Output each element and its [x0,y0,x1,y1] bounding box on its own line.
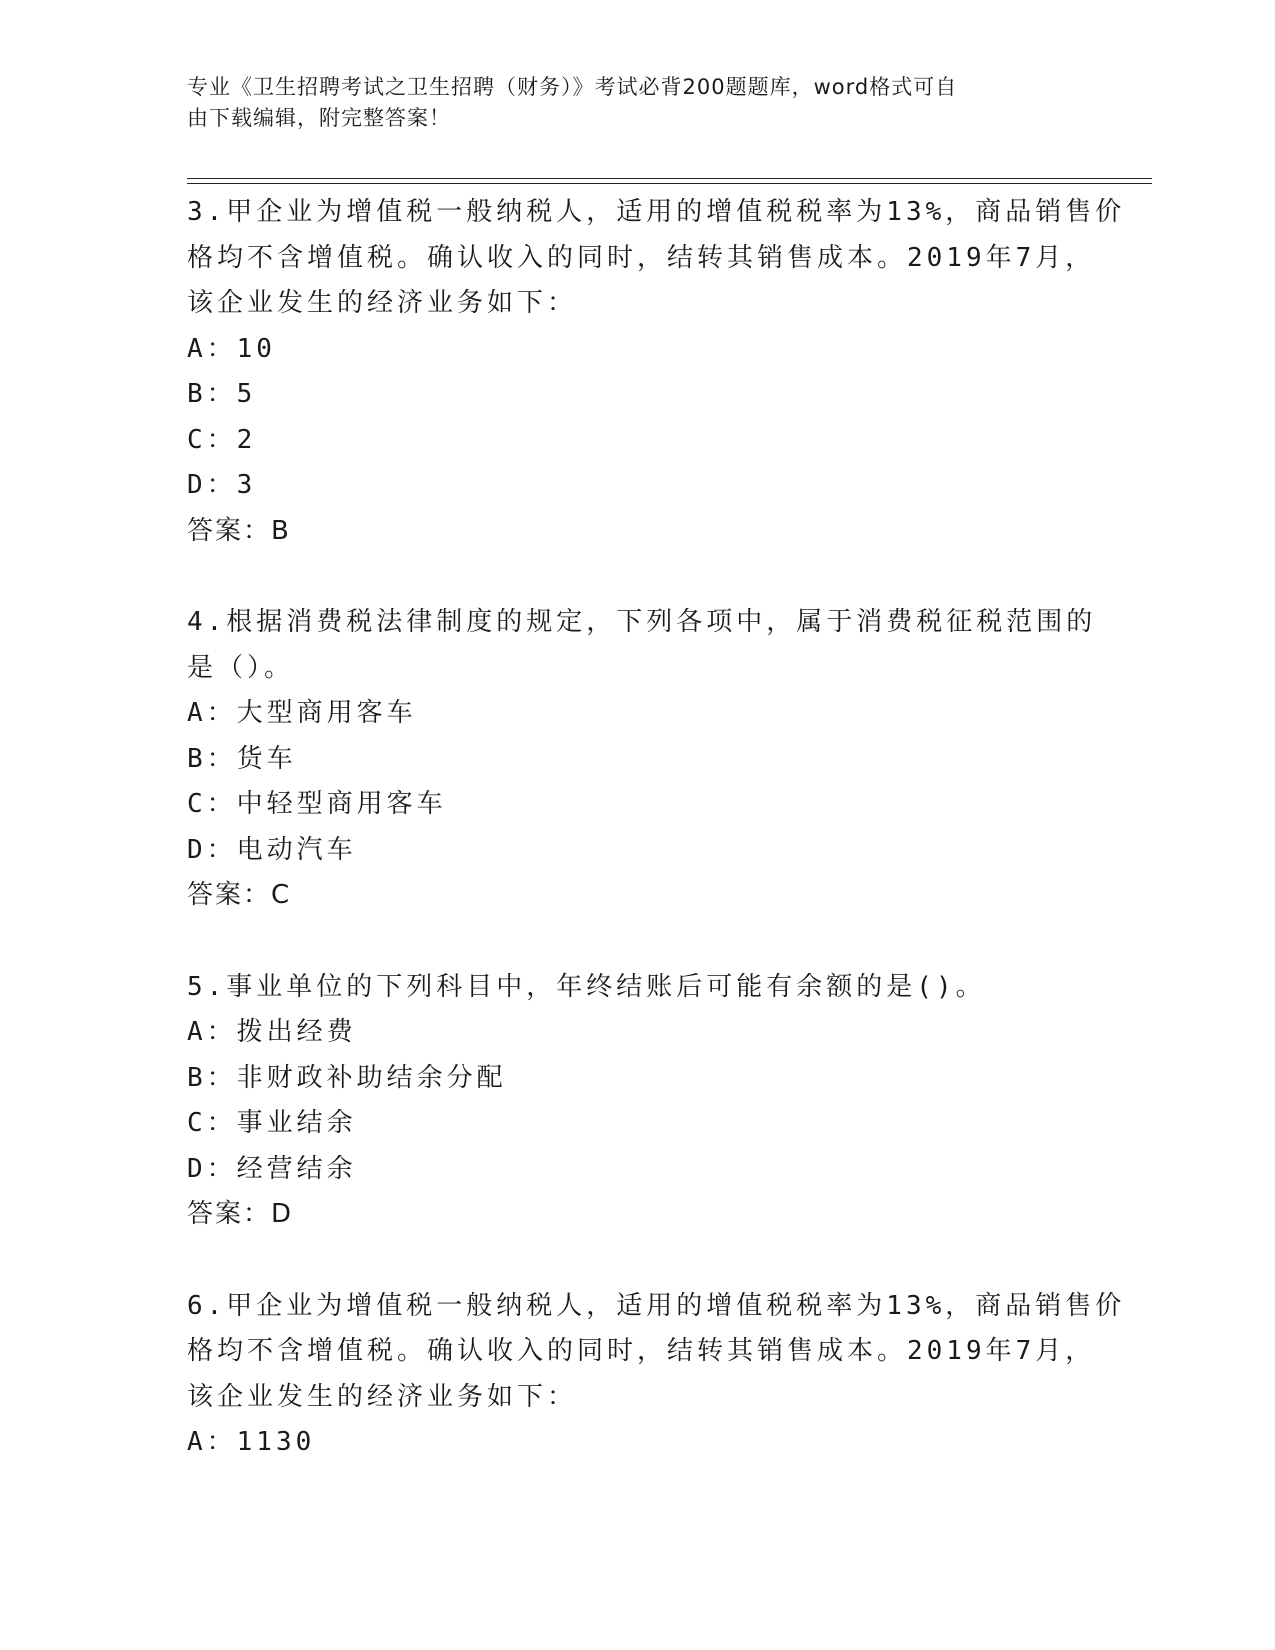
answer: 答案：B [187,515,291,546]
question-5 [187,965,1087,1238]
option-c: C：事业结余 [187,1108,357,1138]
option-a: A：大型商用客车 [187,698,417,728]
header-line-2: 由下载编辑，附完整答案！ [187,106,451,130]
question-stem: 4.根据消费税法律制度的规定，下列各项中，属于消费税征税范围的 [187,607,1097,637]
question-stem: 该企业发生的经济业务如下： [187,1381,578,1412]
answer: 答案：D [187,1199,294,1229]
question-list [187,190,1126,1512]
question-stem: 3.甲企业为增值税一般纳税人，适用的增值税税率为13%，商品销售价 [187,197,1126,227]
option-d: D：电动汽车 [187,834,357,865]
option-b: B：非财政补助结余分配 [187,1062,507,1093]
option-c: C：2 [187,424,257,455]
header-divider-top [187,178,1152,179]
question-3 [187,190,1126,554]
option-a: A：10 [187,333,276,364]
question-stem: 5.事业单位的下列科目中，年终结账后可能有余额的是()。 [187,971,986,1002]
answer: 答案：C [187,880,292,910]
option-c: C：中轻型商用客车 [187,789,447,819]
option-a: A：1130 [187,1427,316,1457]
question-stem: 6.甲企业为增值税一般纳税人，适用的增值税税率为13%，商品销售价 [187,1290,1126,1321]
question-stem: 格均不含增值税。确认收入的同时，结转其销售成本。2019年7月， [187,1336,1096,1366]
option-b: B：货车 [187,743,297,774]
question-6 [187,1284,1126,1466]
document-header [187,72,1067,134]
option-b: B：5 [187,379,257,409]
question-stem: 是（）。 [187,652,295,683]
question-stem: 该企业发生的经济业务如下： [187,288,578,318]
option-d: D：经营结余 [187,1153,357,1184]
header-divider-bottom [187,183,1152,184]
question-4 [187,600,1097,919]
option-d: D：3 [187,470,257,500]
option-a: A：拨出经费 [187,1017,357,1047]
header-line-1: 专业《卫生招聘考试之卫生招聘（财务）》考试必背200题题库，word格式可自 [187,75,958,99]
question-stem: 格均不含增值税。确认收入的同时，结转其销售成本。2019年7月， [187,242,1096,273]
